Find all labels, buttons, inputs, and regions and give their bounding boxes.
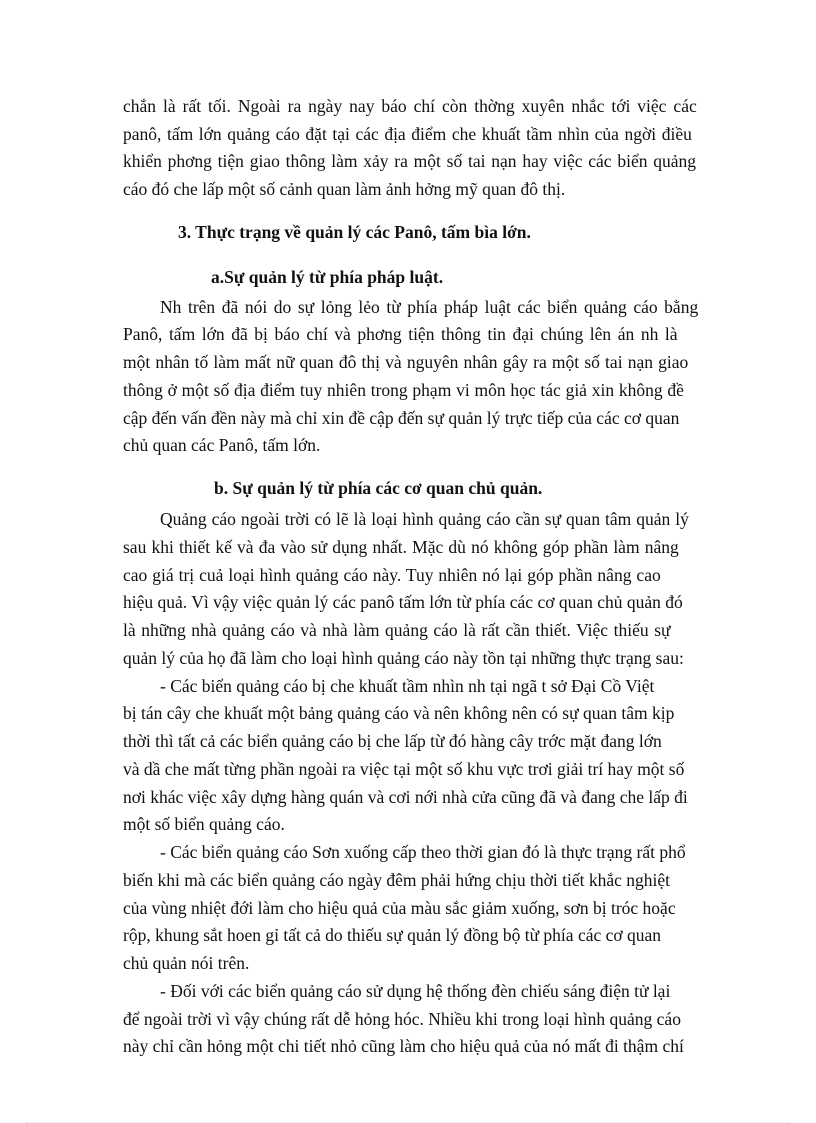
text-line: nơi khác việc xây dựng hàng quán và cơi nới nhà cửa cũng đã và đang che lấp đi <box>123 787 688 807</box>
text-line: sau khi thiết kế và đa vào sử dụng nhất. Mặc dù nó không góp phần làm nâng <box>123 537 679 557</box>
text-line: - Đối với các biển quảng cáo sử dụng hệ thống đèn chiếu sáng điện tử lại <box>160 981 671 1001</box>
text-line: Nh trên đã nói do sự lỏng lẻo từ phía pháp luật các biển quảng cáo bằng <box>160 297 699 317</box>
text-line: chắn là rất tối. Ngoài ra ngày nay báo chí còn thờng xuyên nhắc tới việc các <box>123 96 697 116</box>
text-line: là những nhà quảng cáo và nhà làm quảng cáo là rất cần thiết. Việc thiếu sự <box>123 620 671 640</box>
text-line: một số biển quảng cáo. <box>123 814 285 834</box>
text-line: cao giá trị cuả loại hình quảng cáo này. Tuy nhiên nó lại góp phần nâng cao <box>123 565 661 585</box>
section-heading: 3. Thực trạng về quản lý các Panô, tấm bìa lớn. <box>178 222 531 242</box>
text-line: panô, tấm lớn quảng cáo đặt tại các địa điểm che khuất tầm nhìn của ngời điều <box>123 124 692 144</box>
text-line: và dầ che mất từng phần ngoài ra việc tại một số khu vực trơi giải trí hay một số <box>123 759 685 779</box>
text-line: này chỉ cần hỏng một chi tiết nhỏ cũng làm cho hiệu quả của nó mất đi thậm chí <box>123 1036 684 1056</box>
text-line: thời thì tất cả các biển quảng cáo bị che lấp từ đó hàng cây trớc mặt đang lớn <box>123 731 662 751</box>
text-line: quản lý của họ đã làm cho loại hình quảng cáo này tồn tại những thực trạng sau: <box>123 648 684 668</box>
subsection-heading-a: a.Sự quản lý từ phía pháp luật. <box>211 267 444 287</box>
text-line: Quảng cáo ngoài trời có lẽ là loại hình quảng cáo cần sự quan tâm quản lý <box>160 509 689 529</box>
text-line: chủ quản nói trên. <box>123 953 250 973</box>
text-line: hiệu quả. Vì vậy việc quản lý các panô tấm lớn từ phía các cơ quan chủ quản đó <box>123 592 683 612</box>
text-line: rộp, khung sắt hoen gỉ tất cả do thiếu sự quản lý đồng bộ từ phía các cơ quan <box>123 925 662 945</box>
text-line: để ngoài trời vì vậy chúng rất dễ hỏng hóc. Nhiều khi trong loại hình quảng cáo <box>123 1009 681 1029</box>
text-line: khiển phơng tiện giao thông làm xảy ra một số tai nạn hay việc các biển quảng <box>123 151 697 171</box>
subsection-heading-b: b. Sự quản lý từ phía các cơ quan chủ quản. <box>214 478 543 498</box>
text-line: của vùng nhiệt đới làm cho hiệu quả của màu sắc giảm xuống, sơn bị tróc hoặc <box>123 898 676 918</box>
text-line: bị tán cây che khuất một bảng quảng cáo và nên không nên có sự quan tâm kịp <box>123 703 675 723</box>
text-line: biến khi mà các biển quảng cáo ngày đêm phải hứng chịu thời tiết khắc nghiệt <box>123 870 670 890</box>
text-line: Panô, tấm lớn đã bị báo chí và phơng tiện thông tin đại chúng lên án nh là <box>123 324 678 344</box>
text-line: cáo đó che lấp một số cảnh quan làm ảnh hởng mỹ quan đô thị. <box>123 179 566 199</box>
text-line: thông ở một số địa điểm tuy nhiên trong phạm vi môn học tác giả xin không đề <box>123 380 684 400</box>
text-line: - Các biển quảng cáo bị che khuất tầm nhìn nh tại ngã t sở Đại Cồ Việt <box>160 676 655 696</box>
text-line: - Các biển quảng cáo Sơn xuống cấp theo thời gian đó là thực trạng rất phổ <box>160 842 686 862</box>
text-line: một nhân tố làm mất nữ quan đô thị và nguyên nhân gây ra một số tai nạn giao <box>123 352 689 372</box>
text-line: cập đến vấn đền này mà chỉ xin đề cập đến sự quản lý trực tiếp của các cơ quan <box>123 408 680 428</box>
text-line: chủ quan các Panô, tấm lớn. <box>123 435 321 455</box>
